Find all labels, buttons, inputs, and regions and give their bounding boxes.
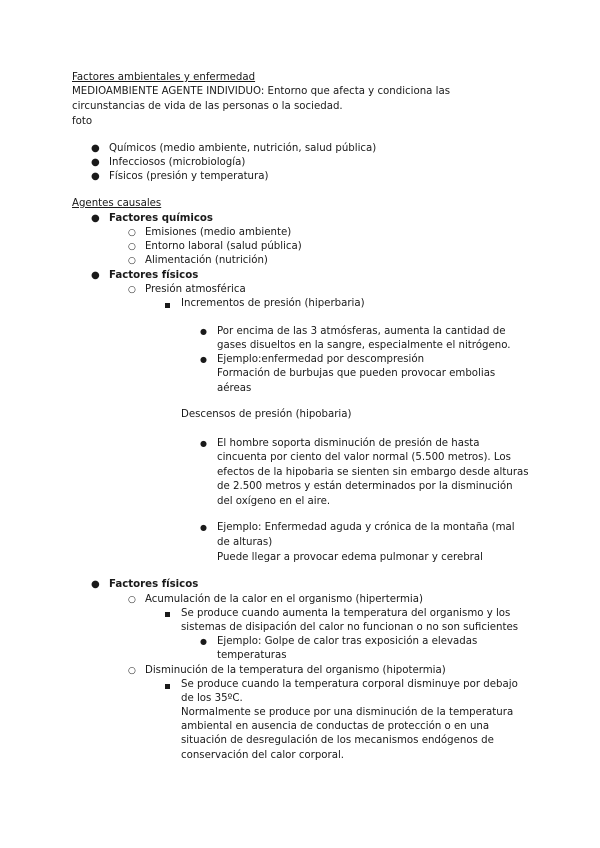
text-line: Se produce cuando la temperatura corporal disminuye por debajo <box>181 679 518 690</box>
square-bullet-icon <box>165 684 170 689</box>
text-line: Normalmente se produce por una disminución de la temperatura <box>181 707 514 718</box>
bullet-icon: ● <box>200 637 207 646</box>
intro-line: circunstancias de vida de las personas o la sociedad. <box>72 101 343 112</box>
text-line: del oxígeno en el aire. <box>217 496 331 507</box>
bullet-icon: ● <box>91 579 100 590</box>
bullet-icon: ● <box>200 327 207 336</box>
fisicos-heading: Factores físicos <box>109 270 199 281</box>
list-item: Alimentación (nutrición) <box>145 255 268 266</box>
bullet-icon: ● <box>91 171 100 182</box>
intro-line: MEDIOAMBIENTE AGENTE INDIVIDUO: Entorno que afecta y condiciona las <box>72 86 451 97</box>
text-line: efectos de la hipobaria se sienten sin embargo desde alturas <box>217 467 529 478</box>
bullet-icon: ● <box>91 157 100 168</box>
text-line: de 2.500 metros y están determinados por la disminución <box>217 481 513 492</box>
circle-bullet-icon: ○ <box>128 666 136 676</box>
bullet-icon: ● <box>200 355 207 364</box>
text-line: sistemas de disipación del calor no funcionan o no son suficientes <box>181 622 519 633</box>
circle-bullet-icon: ○ <box>128 242 136 252</box>
text-line: El hombre soporta disminución de presión de hasta <box>217 438 480 449</box>
bullet-icon: ● <box>200 439 207 448</box>
list-item: Acumulación de la calor en el organismo (hipertermia) <box>145 594 423 605</box>
fisicos-heading: Factores físicos <box>109 579 199 590</box>
text-line: ambiental en ausencia de conductas de protección o en una <box>181 721 490 732</box>
list-item: Entorno laboral (salud pública) <box>145 241 302 252</box>
text-line: Formación de burbujas que pueden provocar embolias <box>217 368 496 379</box>
bullet-icon: ● <box>91 213 100 224</box>
bullet-icon: ● <box>91 270 100 281</box>
quimicos-heading: Factores químicos <box>109 213 213 224</box>
list-item: Descensos de presión (hipobaria) <box>181 409 352 420</box>
circle-bullet-icon: ○ <box>128 285 136 295</box>
text-line: Ejemplo: Enfermedad aguda y crónica de la montaña (mal <box>217 522 515 533</box>
text-line: de los 35ºC. <box>181 693 243 704</box>
list-item: Presión atmosférica <box>145 284 246 295</box>
text-line: Por encima de las 3 atmósferas, aumenta la cantidad de <box>217 326 506 337</box>
intro-line: foto <box>72 116 93 127</box>
text-line: de alturas) <box>217 537 273 548</box>
text-line: Se produce cuando aumenta la temperatura del organismo y los <box>181 608 511 619</box>
list-item: Infecciosos (microbiología) <box>109 157 246 168</box>
square-bullet-icon <box>165 303 170 308</box>
square-bullet-icon <box>165 612 170 617</box>
circle-bullet-icon: ○ <box>128 595 136 605</box>
text-line: temperaturas <box>217 650 287 661</box>
text-line: conservación del calor corporal. <box>181 750 345 761</box>
text-line: situación de desregulación de los mecanismos endógenos de <box>181 735 494 746</box>
text-line: gases disueltos en la sangre, especialmente el nitrógeno. <box>217 340 511 351</box>
text-line: cincuenta por ciento del valor normal (5.500 metros). Los <box>217 452 511 463</box>
circle-bullet-icon: ○ <box>128 228 136 238</box>
circle-bullet-icon: ○ <box>128 256 136 266</box>
text-line: Ejemplo:enfermedad por descompresión <box>217 354 425 365</box>
text-line: Ejemplo: Golpe de calor tras exposición a elevadas <box>217 636 478 647</box>
list-item: Químicos (medio ambiente, nutrición, salud pública) <box>109 143 377 154</box>
list-item: Emisiones (medio ambiente) <box>145 227 292 238</box>
list-item: Físicos (presión y temperatura) <box>109 171 269 182</box>
text-line: aéreas <box>217 383 252 394</box>
list-item: Incrementos de presión (hiperbaria) <box>181 298 365 309</box>
list-item: Disminución de la temperatura del organismo (hipotermia) <box>145 665 446 676</box>
bullet-icon: ● <box>200 523 207 532</box>
text-line: Puede llegar a provocar edema pulmonar y cerebral <box>217 552 483 563</box>
bullet-icon: ● <box>91 143 100 154</box>
section-title: Agentes causales <box>72 198 162 209</box>
document-title: Factores ambientales y enfermedad <box>72 72 256 83</box>
